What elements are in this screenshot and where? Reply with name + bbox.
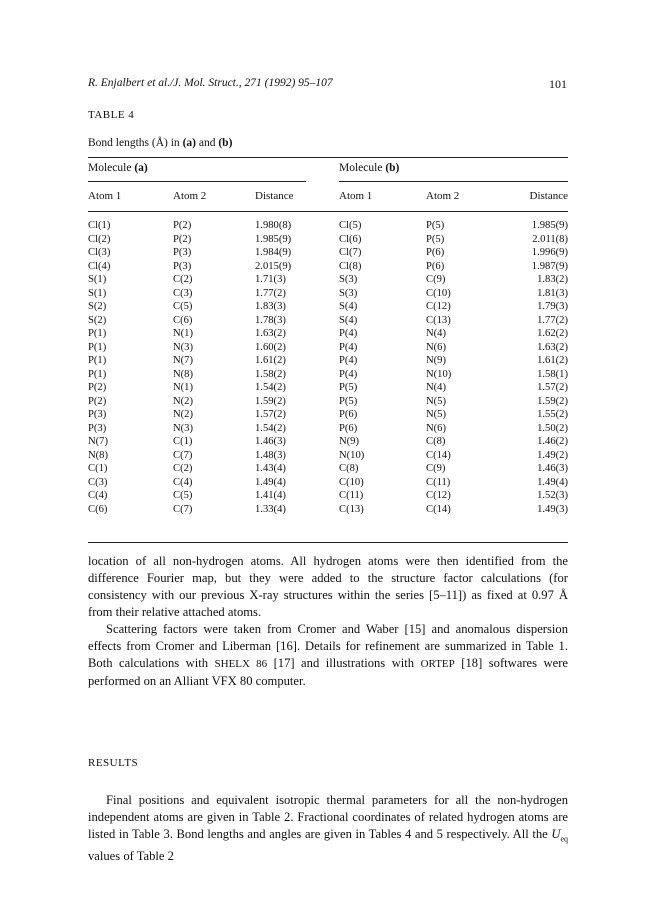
molecule-b-rule [339, 181, 568, 182]
distance-a-cell: 1.43(4) [255, 463, 286, 474]
atom2-a-cell: P(2) [173, 233, 192, 245]
atom2-a-cell: N(8) [173, 368, 194, 380]
distance-a-cell: 1.61(2) [255, 355, 286, 366]
atom1-a-cell: N(8) [88, 449, 109, 461]
atom2-b-cell: N(5) [426, 409, 447, 420]
atom1-b-cell: C(13) [339, 503, 364, 515]
atom1-b-cell: S(3) [339, 274, 358, 285]
atom2-a-cell: C(2) [173, 274, 193, 285]
atom2-a-cell: C(1) [173, 436, 193, 447]
distance-b-cell: 1.79(3) [537, 301, 568, 312]
atom2-a-cell: C(5) [173, 301, 193, 312]
atom2-b-cell: C(12) [426, 490, 451, 501]
table-row [88, 489, 568, 503]
distance-b-cell: 1.46(2) [537, 436, 568, 447]
distance-a-cell: 1.77(2) [255, 287, 286, 299]
atom1-b-cell: N(10) [339, 449, 365, 461]
distance-a-cell: 1.46(3) [255, 436, 286, 447]
shelx-software: SHELX 86 [214, 658, 268, 670]
distance-a-cell: 1.71(3) [255, 274, 286, 285]
distance-b-cell: 1.987(9) [531, 260, 568, 272]
atom1-b-cell: N(9) [339, 436, 360, 447]
atom1-b-cell: P(6) [339, 422, 358, 434]
molecule-a-rule [88, 181, 306, 182]
distance-a-cell: 1.980(8) [255, 220, 292, 231]
distance-b-cell: 1.77(2) [537, 314, 568, 326]
atom2-a-cell: P(3) [173, 260, 192, 272]
atom1-a-cell: C(1) [88, 463, 108, 474]
distance-b-cell: 1.46(3) [537, 463, 568, 474]
body-text-upper [88, 553, 568, 690]
header-distance-a: Distance [255, 190, 294, 202]
atom1-a-cell: S(1) [88, 274, 107, 285]
atom1-a-cell: P(3) [88, 409, 107, 420]
distance-b-cell: 1.61(2) [537, 355, 568, 366]
caption-tag-a: (a) [182, 137, 196, 149]
table-row [88, 476, 568, 490]
table-row [88, 273, 568, 287]
paragraph-1: location of all non-hydrogen atoms. All hydrogen atoms were then identified from the difference Fourier map, but they were added to the structure factor calculations (for consistency with our previous X-ray structures within the series [5–11]) as fixed at 0.97 Å from their relative attached atoms. [88, 554, 568, 619]
distance-b-cell: 1.50(2) [537, 422, 568, 434]
body-text-lower [88, 792, 568, 865]
atom1-a-cell: N(7) [88, 436, 109, 447]
distance-a-cell: 1.54(2) [255, 422, 286, 434]
table-label: TABLE 4 [88, 109, 135, 121]
table-row [88, 435, 568, 449]
atom1-a-cell: Cl(2) [88, 233, 111, 245]
atom1-a-cell: Cl(4) [88, 260, 111, 272]
atom2-a-cell: C(7) [173, 503, 193, 515]
atom2-a-cell: N(1) [173, 328, 194, 339]
atom1-b-cell: P(4) [339, 355, 358, 366]
distance-a-cell: 1.83(3) [255, 301, 286, 312]
distance-a-cell: 1.58(2) [255, 368, 286, 380]
atom1-b-cell: P(4) [339, 368, 358, 380]
atom2-b-cell: P(5) [426, 220, 445, 231]
distance-b-cell: 1.55(2) [537, 409, 568, 420]
atom1-a-cell: P(1) [88, 355, 107, 366]
header-atom2-b: Atom 2 [426, 190, 460, 202]
atom2-b-cell: C(8) [426, 436, 446, 447]
citation-text: R. Enjalbert et al./J. Mol. Struct., 271 (1992) 95–107 [88, 77, 333, 89]
caption-and: and [195, 137, 219, 149]
distance-a-cell: 1.41(4) [255, 490, 286, 501]
header-distance-b: Distance [529, 190, 568, 202]
atom2-b-cell: N(6) [426, 341, 447, 353]
atom1-a-cell: Cl(3) [88, 247, 111, 258]
table-row [88, 422, 568, 436]
atom2-b-cell: C(11) [426, 476, 451, 488]
distance-a-cell: 1.54(2) [255, 382, 286, 393]
distance-a-cell: 1.57(2) [255, 409, 286, 420]
distance-b-cell: 1.58(1) [537, 368, 568, 380]
section-heading-results: RESULTS [88, 757, 139, 769]
table-row [88, 300, 568, 314]
atom2-b-cell: P(5) [426, 233, 445, 245]
atom2-b-cell: C(14) [426, 503, 451, 515]
atom1-b-cell: Cl(5) [339, 220, 362, 231]
atom1-a-cell: Cl(1) [88, 220, 111, 231]
atom2-a-cell: C(4) [173, 476, 193, 488]
table-row [88, 462, 568, 476]
atom1-a-cell: P(2) [88, 395, 107, 407]
paragraph-2: Scattering factors were taken from Cromer and Waber [15] and anomalous dispersion effects from Cromer and Liberman [16]. Details for refinement are summarized in Table 1. Both calculations with SHELX 86 [17] and illustrations with ORTEP [18] softwares were performed on an Alliant VFX 80 computer. [88, 622, 568, 688]
atom1-b-cell: C(11) [339, 490, 364, 501]
table-row [88, 449, 568, 463]
table-row [88, 246, 568, 260]
atom2-b-cell: C(9) [426, 463, 446, 474]
atom2-a-cell: N(2) [173, 395, 194, 407]
distance-a-cell: 1.60(2) [255, 341, 286, 353]
distance-a-cell: 2.015(9) [255, 260, 292, 272]
atom2-b-cell: N(9) [426, 355, 447, 366]
distance-a-cell: 1.49(4) [255, 476, 286, 488]
distance-a-cell: 1.78(3) [255, 314, 286, 326]
table-row [88, 219, 568, 233]
atom1-b-cell: S(4) [339, 301, 358, 312]
atom1-a-cell: C(6) [88, 503, 108, 515]
atom2-b-cell: N(5) [426, 395, 447, 407]
table-row [88, 233, 568, 247]
header-rule [88, 211, 568, 212]
table-row [88, 327, 568, 341]
distance-b-cell: 1.81(3) [537, 287, 568, 299]
table-row [88, 395, 568, 409]
distance-a-cell: 1.48(3) [255, 449, 286, 461]
distance-b-cell: 1.63(2) [537, 341, 568, 353]
atom2-b-cell: C(12) [426, 301, 451, 312]
table-bottom-rule [88, 542, 568, 543]
table-row [88, 381, 568, 395]
table-row [88, 408, 568, 422]
atom1-b-cell: P(5) [339, 382, 358, 393]
table-row [88, 260, 568, 274]
table-top-rule [88, 157, 568, 158]
atom2-a-cell: C(3) [173, 287, 193, 299]
atom1-b-cell: C(8) [339, 463, 359, 474]
atom2-b-cell: N(10) [426, 368, 452, 380]
distance-a-cell: 1.63(2) [255, 328, 286, 339]
distance-a-cell: 1.985(9) [255, 233, 292, 245]
atom2-b-cell: C(9) [426, 274, 446, 285]
table-row [88, 368, 568, 382]
atom1-a-cell: S(2) [88, 301, 107, 312]
atom1-b-cell: Cl(7) [339, 247, 362, 258]
atom2-a-cell: C(5) [173, 490, 193, 501]
distance-b-cell: 1.985(9) [531, 220, 568, 231]
atom1-b-cell: Cl(6) [339, 233, 362, 245]
page-number: 101 [549, 77, 567, 91]
header-atom1-a: Atom 1 [88, 190, 122, 202]
atom2-a-cell: P(3) [173, 247, 192, 258]
table-row [88, 354, 568, 368]
atom1-a-cell: P(1) [88, 328, 107, 339]
atom1-b-cell: P(5) [339, 395, 358, 407]
distance-b-cell: 1.62(2) [537, 328, 568, 339]
atom2-b-cell: N(4) [426, 382, 447, 393]
table-row [88, 341, 568, 355]
atom1-b-cell: P(4) [339, 341, 358, 353]
atom1-b-cell: S(3) [339, 287, 358, 299]
atom1-a-cell: C(3) [88, 476, 108, 488]
running-head [88, 77, 567, 89]
molecule-a-heading: Molecule (a) [88, 162, 148, 174]
atom1-a-cell: P(1) [88, 368, 107, 380]
distance-b-cell: 2.011(8) [532, 233, 568, 245]
atom1-a-cell: P(2) [88, 382, 107, 393]
distance-b-cell: 1.49(2) [537, 449, 568, 461]
atom2-a-cell: N(2) [173, 409, 194, 420]
atom2-b-cell: C(14) [426, 449, 451, 461]
table-row [88, 287, 568, 301]
atom2-a-cell: C(7) [173, 449, 193, 461]
distance-b-cell: 1.57(2) [537, 382, 568, 393]
distance-a-cell: 1.984(9) [255, 247, 292, 258]
table-row [88, 314, 568, 328]
atom1-b-cell: S(4) [339, 314, 358, 326]
distance-b-cell: 1.996(9) [531, 247, 568, 258]
atom2-b-cell: P(6) [426, 260, 445, 272]
atom1-a-cell: C(4) [88, 490, 108, 501]
atom2-b-cell: P(6) [426, 247, 445, 258]
distance-b-cell: 1.83(2) [537, 274, 568, 285]
atom1-a-cell: S(1) [88, 287, 107, 299]
atom2-a-cell: C(2) [173, 463, 193, 474]
caption-prefix: Bond lengths (Å) in [88, 137, 183, 149]
distance-a-cell: 1.59(2) [255, 395, 286, 407]
caption-tag-b: (b) [218, 137, 233, 149]
atom1-b-cell: Cl(8) [339, 260, 362, 272]
atom2-a-cell: N(3) [173, 341, 194, 353]
atom2-a-cell: N(3) [173, 422, 194, 434]
atom1-a-cell: P(3) [88, 422, 107, 434]
molecule-b-heading: Molecule (b) [339, 162, 400, 174]
atom1-b-cell: P(4) [339, 328, 358, 339]
table-row [88, 503, 568, 517]
atom2-b-cell: C(13) [426, 314, 451, 326]
atom2-b-cell: N(6) [426, 422, 447, 434]
ortep-software: ORTEP [420, 658, 455, 670]
atom2-a-cell: N(7) [173, 355, 194, 366]
atom2-a-cell: C(6) [173, 314, 193, 326]
paragraph-3: Final positions and equivalent isotropic thermal parameters for all the non-hydrogen independent atoms are given in Table 2. Fractional coordinates of related hydrogen atoms are listed in Table 3. Bond lengths and angles are given in Tables 4 and 5 respectively. All the $U_{eq}$ values of Table 2 [88, 793, 568, 863]
header-atom1-b: Atom 1 [339, 190, 373, 202]
atom2-b-cell: C(10) [426, 287, 451, 299]
distance-b-cell: 1.49(4) [537, 476, 568, 488]
distance-b-cell: 1.49(3) [537, 503, 568, 515]
atom2-a-cell: N(1) [173, 382, 194, 393]
atom2-b-cell: N(4) [426, 328, 447, 339]
atom2-a-cell: P(2) [173, 220, 192, 231]
distance-b-cell: 1.59(2) [537, 395, 568, 407]
atom1-a-cell: P(1) [88, 341, 107, 353]
atom1-a-cell: S(2) [88, 314, 107, 326]
distance-b-cell: 1.52(3) [537, 490, 568, 501]
atom1-b-cell: C(10) [339, 476, 364, 488]
bond-length-table [88, 219, 568, 516]
header-atom2-a: Atom 2 [173, 190, 207, 202]
distance-a-cell: 1.33(4) [255, 503, 286, 515]
atom1-b-cell: P(6) [339, 409, 358, 420]
table-caption [88, 137, 232, 149]
